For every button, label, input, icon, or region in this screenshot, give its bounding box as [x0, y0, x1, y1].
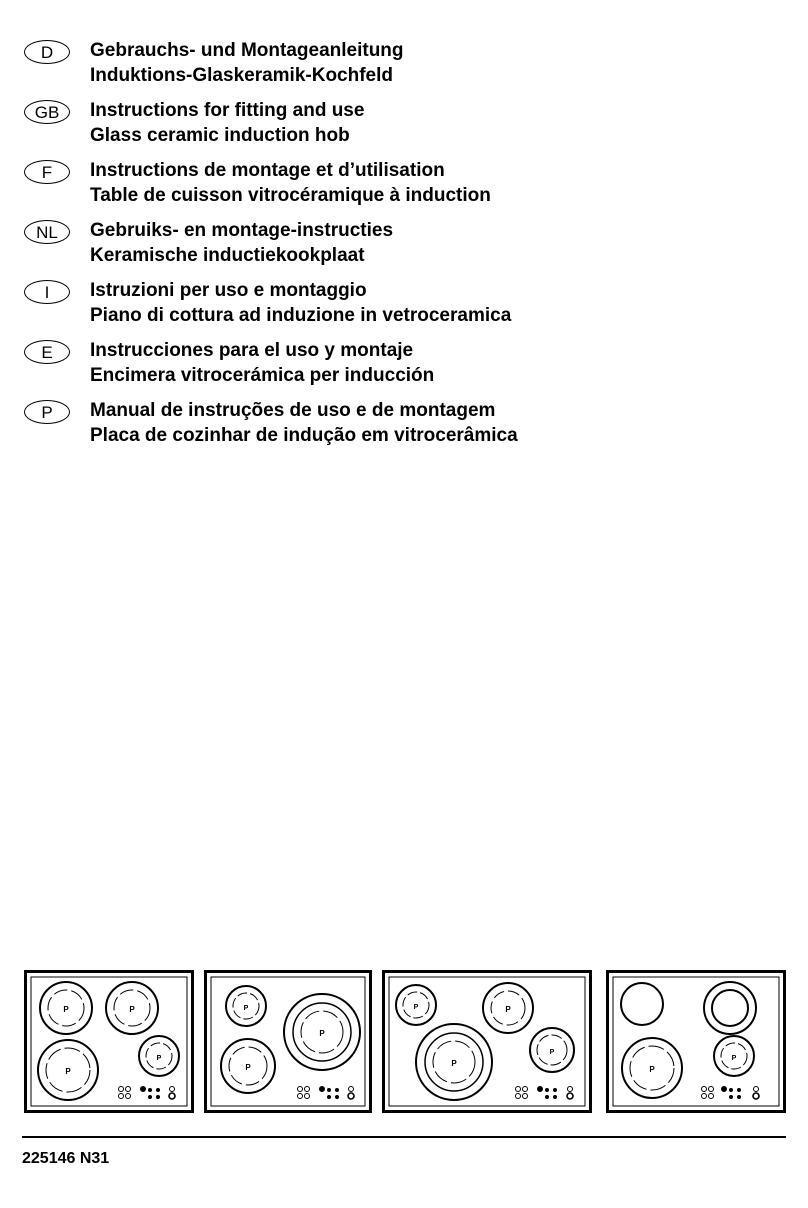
zone-label: P	[156, 1055, 162, 1062]
cooking-zone	[139, 1036, 179, 1076]
hob-illustration-4	[606, 970, 786, 1140]
zone-label: P	[413, 1004, 419, 1011]
language-badge-f: F	[24, 160, 70, 184]
cooking-zone	[40, 982, 92, 1034]
language-title-gb	[90, 98, 364, 148]
language-badge-gb: GB	[24, 100, 70, 124]
control-panel	[516, 1087, 574, 1100]
language-badge-i: I	[24, 280, 70, 304]
language-title-f	[90, 158, 491, 208]
title-line-2: Induktions-Glaskeramik-Kochfeld	[90, 65, 394, 86]
language-row-p	[22, 398, 782, 450]
title-line-2: Encimera vitrocerámica per inducción	[90, 365, 435, 386]
cooking-zone	[416, 1024, 492, 1100]
document-code: 225146 N31	[22, 1150, 110, 1167]
cooking-zone	[621, 983, 663, 1025]
title-line-1: Gebrauchs- und Montageanleitung	[90, 40, 404, 61]
cooking-zone	[221, 1039, 275, 1093]
language-title-p	[90, 398, 518, 448]
hob-drawing	[382, 970, 592, 1140]
language-badge-d: D	[24, 40, 70, 64]
cooking-zone	[38, 1040, 98, 1100]
language-badge-e: E	[24, 340, 70, 364]
zone-label: P	[451, 1059, 457, 1068]
language-title-e	[90, 338, 434, 388]
language-row-i	[22, 278, 782, 330]
language-badge-nl: NL	[24, 220, 70, 244]
footer-rule	[22, 1136, 786, 1138]
hob-drawing	[606, 970, 786, 1140]
control-panel	[702, 1087, 760, 1100]
title-line-2: Table de cuisson vitrocéramique à induction	[90, 185, 491, 206]
zone-label: P	[731, 1055, 737, 1062]
cooking-zone	[284, 994, 360, 1070]
language-badge-p: P	[24, 400, 70, 424]
language-title-i	[90, 278, 511, 328]
title-line-1: Istruzioni per uso e montaggio	[90, 280, 367, 301]
language-row-d	[22, 38, 782, 90]
zone-label: P	[649, 1065, 655, 1074]
control-panel	[298, 1087, 355, 1100]
zone-label: P	[129, 1005, 135, 1014]
hob-drawing	[204, 970, 372, 1140]
hob-drawing	[24, 970, 194, 1140]
control-panel	[119, 1087, 176, 1100]
language-title-nl	[90, 218, 393, 268]
title-line-1: Instrucciones para el uso y montaje	[90, 340, 414, 361]
title-line-2: Placa de cozinhar de indução em vitrocerâmica	[90, 425, 518, 446]
hob-illustration-2	[204, 970, 372, 1140]
zone-label: P	[245, 1063, 251, 1072]
language-row-gb	[22, 98, 782, 150]
zone-label: P	[319, 1029, 325, 1038]
cooking-zone	[483, 983, 533, 1033]
zone-label: P	[549, 1049, 555, 1056]
title-line-2: Glass ceramic induction hob	[90, 125, 350, 146]
language-title-d	[90, 38, 404, 88]
title-line-2: Keramische inductiekookplaat	[90, 245, 365, 266]
cooking-zone	[396, 985, 436, 1025]
language-row-f	[22, 158, 782, 210]
cooking-zone	[106, 982, 158, 1034]
title-line-2: Piano di cottura ad induzione in vetroceramica	[90, 305, 512, 326]
title-line-1: Instructions for fitting and use	[90, 100, 365, 121]
zone-label: P	[505, 1005, 511, 1014]
cooking-zone	[226, 986, 266, 1026]
title-line-1: Instructions de montage et d’utilisation	[90, 160, 445, 181]
zone-label: P	[65, 1067, 71, 1076]
title-line-1: Manual de instruções de uso e de montagem	[90, 400, 496, 421]
hob-illustration-3	[382, 970, 592, 1140]
cooking-zone	[704, 982, 756, 1034]
cooking-zone	[714, 1036, 754, 1076]
zone-label: P	[63, 1005, 69, 1014]
hob-illustration-1	[24, 970, 194, 1140]
zone-label: P	[243, 1005, 249, 1012]
title-line-1: Gebruiks- en montage-instructies	[90, 220, 394, 241]
language-row-e	[22, 338, 782, 390]
cooking-zone	[622, 1038, 682, 1098]
language-row-nl	[22, 218, 782, 270]
cooking-zone	[530, 1028, 574, 1072]
